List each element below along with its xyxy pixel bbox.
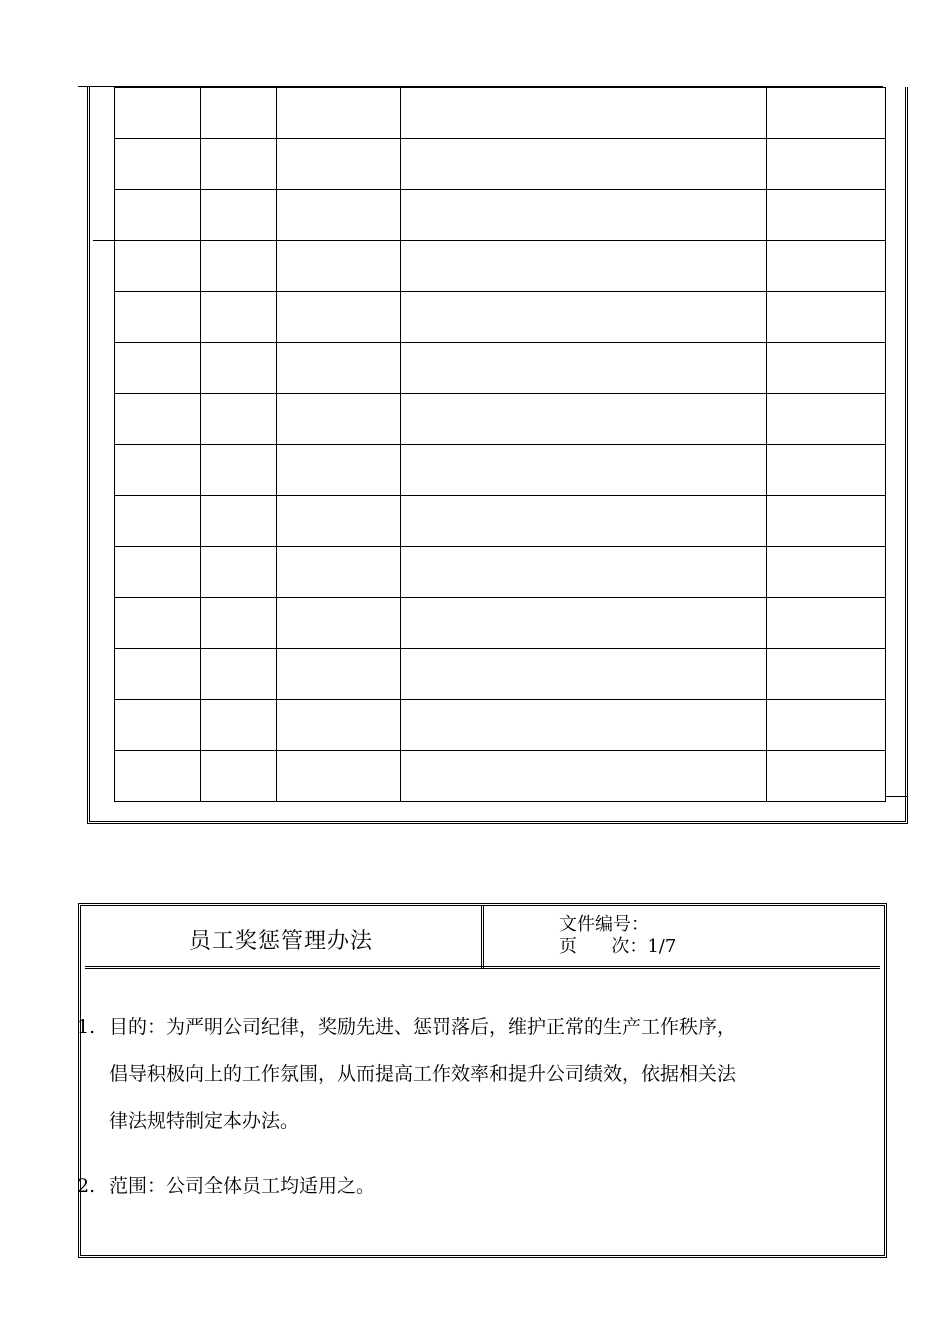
table-cell: [201, 751, 277, 802]
table-cell: [115, 649, 201, 700]
blank-table: [114, 87, 886, 802]
table-cell: [201, 445, 277, 496]
table-row: [115, 343, 886, 394]
table-cell: [277, 445, 401, 496]
header-divider: [481, 906, 484, 968]
table-cell: [201, 241, 277, 292]
table-cell: [767, 751, 886, 802]
table-cell: [767, 649, 886, 700]
table-cell: [115, 496, 201, 547]
table-cell: [115, 139, 201, 190]
table-cell: [277, 241, 401, 292]
table-cell: [767, 88, 886, 139]
table-cell: [767, 394, 886, 445]
table-cell: [401, 496, 767, 547]
table-cell: [277, 598, 401, 649]
table-row: [115, 649, 886, 700]
table-cell: [767, 445, 886, 496]
table-cell: [401, 190, 767, 241]
table-cell: [401, 241, 767, 292]
table-cell: [401, 751, 767, 802]
table-cell: [767, 241, 886, 292]
table-cell: [201, 343, 277, 394]
table-cell: [201, 88, 277, 139]
table-cell: [115, 292, 201, 343]
table-row: [115, 496, 886, 547]
table-cell: [277, 343, 401, 394]
section-line: 律法规特制定本办法。: [109, 1110, 300, 1132]
section-line: 目的：为严明公司纪律，奖励先进、惩罚落后，维护正常的生产工作秩序，: [109, 1016, 737, 1038]
table-row: [115, 598, 886, 649]
table-cell: [201, 547, 277, 598]
table-cell: [277, 139, 401, 190]
table-cell: [277, 496, 401, 547]
table-cell: [201, 394, 277, 445]
document-title: 员工奖惩管理办法: [188, 929, 373, 954]
section-purpose: [77, 1004, 871, 1145]
section-line: 倡导积极向上的工作氛围，从而提高工作效率和提升公司绩效，依据相关法: [109, 1063, 737, 1085]
table-cell: [277, 190, 401, 241]
table-cell: [401, 598, 767, 649]
table-cell: [401, 394, 767, 445]
document-meta: [559, 914, 676, 958]
table-cell: [401, 700, 767, 751]
table-row: [115, 700, 886, 751]
table-row: [115, 190, 886, 241]
table-cell: [401, 547, 767, 598]
page-row: [559, 936, 676, 958]
table-cell: [401, 343, 767, 394]
table-row: [115, 445, 886, 496]
table-cell: [767, 190, 886, 241]
table-cell: [115, 751, 201, 802]
table-cell: [277, 88, 401, 139]
table-cell: [201, 700, 277, 751]
table-cell: [201, 292, 277, 343]
table-cell: [201, 139, 277, 190]
document-header: [81, 906, 884, 968]
table-cell: [277, 547, 401, 598]
header-bottom-rule: [85, 966, 880, 969]
table-cell: [277, 649, 401, 700]
table-row: [115, 547, 886, 598]
table-cell: [767, 496, 886, 547]
table-row: [115, 139, 886, 190]
table-cell: [277, 700, 401, 751]
table-cell: [115, 88, 201, 139]
table-cell: [767, 343, 886, 394]
section-scope: [77, 1163, 871, 1210]
table-cell: [201, 649, 277, 700]
table-cell: [401, 649, 767, 700]
section-line: 范围：公司全体员工均适用之。: [109, 1175, 376, 1197]
table-row: [115, 394, 886, 445]
table-cell: [767, 700, 886, 751]
file-number-label: 文件编号：: [559, 914, 649, 935]
table-cell: [277, 292, 401, 343]
table-cell: [201, 190, 277, 241]
grid-bottom-tail: [885, 796, 907, 797]
table-cell: [277, 751, 401, 802]
table-cell: [115, 547, 201, 598]
table-cell: [767, 139, 886, 190]
table-cell: [767, 292, 886, 343]
table-cell: [401, 88, 767, 139]
table-cell: [401, 445, 767, 496]
section-number: 1.: [77, 1016, 96, 1038]
table-row: [115, 292, 886, 343]
table-cell: [201, 496, 277, 547]
document-box: [78, 903, 887, 1258]
page-label: 页 次：: [559, 936, 648, 957]
table-cell: [115, 343, 201, 394]
table-cell: [115, 190, 201, 241]
section-number: 2.: [77, 1175, 96, 1197]
table-cell: [115, 700, 201, 751]
table-cell: [277, 394, 401, 445]
table-row: [115, 88, 886, 139]
table-cell: [767, 547, 886, 598]
table-cell: [115, 241, 201, 292]
frame-inner-line: [93, 240, 115, 241]
page-value: 1/7: [647, 936, 677, 957]
table-cell: [767, 598, 886, 649]
table-row: [115, 241, 886, 292]
table-row: [115, 751, 886, 802]
table-cell: [115, 445, 201, 496]
document-body: [77, 1004, 871, 1210]
table-cell: [115, 394, 201, 445]
table-cell: [115, 598, 201, 649]
table-cell: [401, 139, 767, 190]
table-cell: [401, 292, 767, 343]
table-cell: [201, 598, 277, 649]
